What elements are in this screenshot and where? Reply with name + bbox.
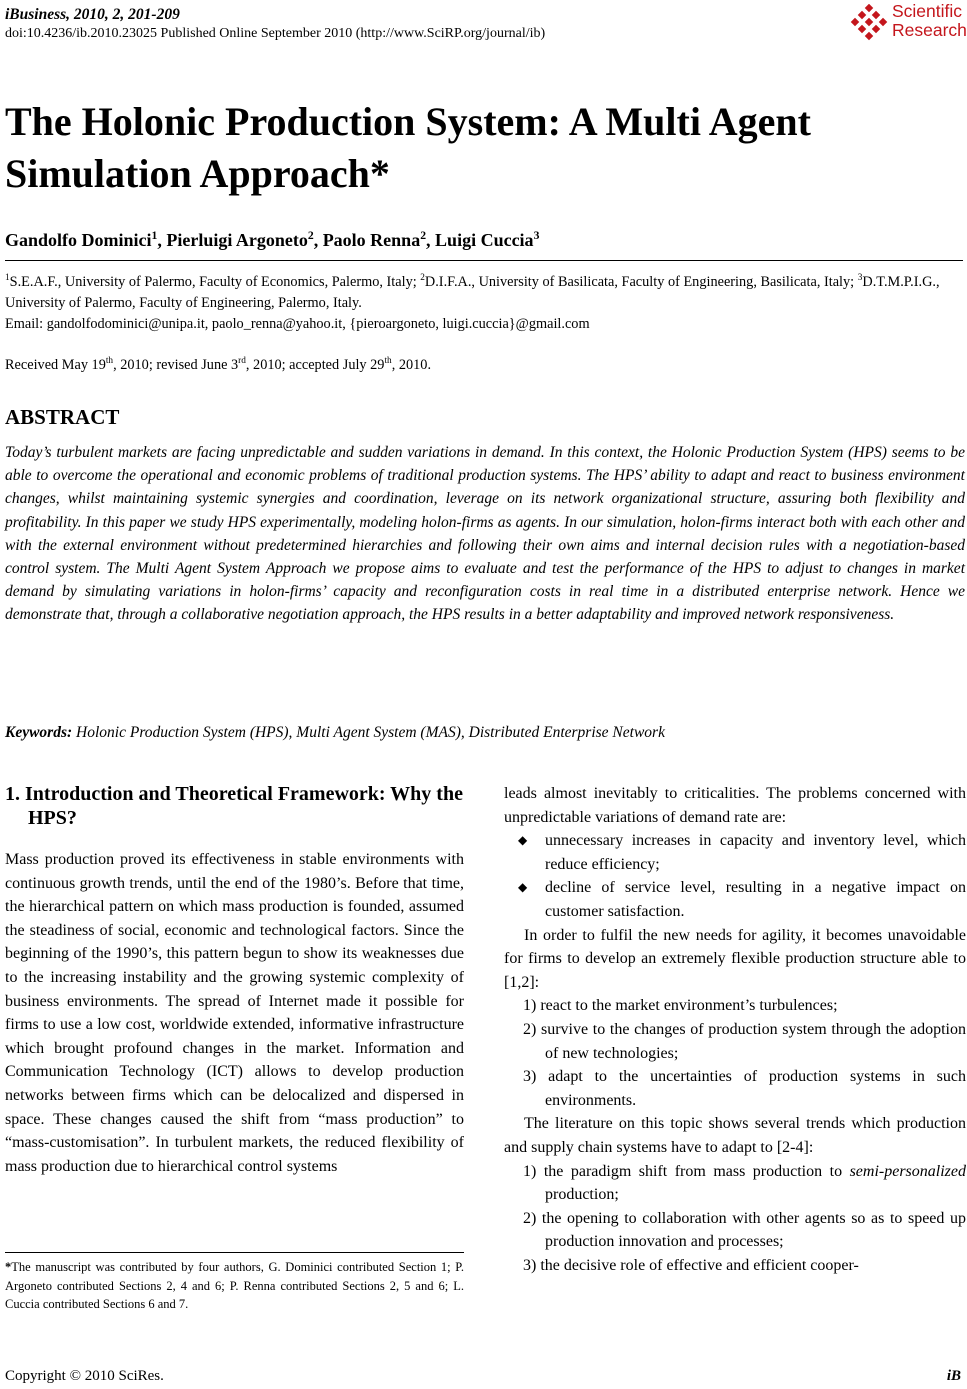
logo-line-2: Research bbox=[892, 19, 967, 40]
bullet-text: unnecessary increases in capacity and inventory level, which reduce efficiency; bbox=[545, 832, 966, 873]
body-paragraph: The literature on this topic shows several trends which production and supply chain systems have to adapt to [2-4]: bbox=[504, 1115, 966, 1156]
year-text: , 2010. bbox=[391, 357, 432, 373]
logo-line-1: Scientific bbox=[892, 1, 963, 21]
footnote bbox=[5, 1258, 464, 1314]
abstract-heading: ABSTRACT bbox=[5, 405, 120, 429]
affiliation-3: D.T.M.P.I.G., University of Palermo, Faculty of Engineering, Palermo, Italy. bbox=[5, 274, 940, 311]
numbered-item: 2) the opening to collaboration with other agents so as to speed up production innovation and processes; bbox=[523, 1209, 966, 1251]
journal-citation bbox=[5, 6, 180, 24]
publisher-logo bbox=[850, 2, 967, 42]
author-affiliation-mark: 3 bbox=[533, 229, 540, 242]
journal-volume-pages: , 2010, 2, 201-209 bbox=[66, 6, 180, 23]
affiliation-2: D.I.F.A., University of Basilicata, Faculty of Engineering, Basilicata, Italy; bbox=[424, 274, 858, 290]
bullet-item bbox=[504, 829, 966, 876]
ordinal-suffix: th bbox=[105, 356, 114, 367]
author-emails: Email: gandolfodominici@unipa.it, paolo_renna@yahoo.it, {pieroargoneto, luigi.cuccia}@gmail.com bbox=[5, 316, 590, 332]
section-heading: 1. Introduction and Theoretical Framework: Why the HPS? bbox=[5, 783, 463, 829]
keywords-label: Keywords bbox=[5, 724, 67, 741]
author-name: Luigi Cuccia bbox=[435, 230, 534, 250]
body-paragraph: Mass production proved its effectiveness in stable environments with continuous growth trends, until the end of the 1980’s. Before that time, the hierarchical pattern on which mass production is founded, assumed the steadiness of social, economic and technological factors. Since the beginning of the 1990’s, this pattern begun to show its weaknesses due to the increasing instability and the growing systemic complexity of business environments. The spread of Internet made it possible for firms to use a low cost, worldwide extended, informative infrastructure which brought profound changes in the market. Information and Communication Technology (ICT) allows to develop production networks between firms which can be delocalized and dispersed in space. These changes caused the shift from “mass production” to “mass-customisation”. In turbulent markets, the reduced flexibility of mass production due to hierarchical control systems bbox=[5, 851, 464, 1175]
abstract-body: Today’s turbulent markets are facing unpredictable and sudden variations in demand. In this context, the Holonic Production System (HPS) seems to be able to overcome the operational and economic problems of traditional production systems. The HPS’ ability to adapt and react to business environment changes, whilst maintaining systemic synergies and coordination, leverage on its network organizational structure, assuring both flexibility and profitability. In this paper we study HPS experimentally, modeling holon-firms as agents. In our simulation, holon-firms interact both with each other and with the external environment without predetermined hierarchies and following their own aims and internal decision rules with a negotiation-based control system. The Multi Agent System Approach we propose aims to evaluate and test the performance of the HPS to adjust to changes in market demand by simulating variations in holon-firms’ capacity and reconfiguration costs in real time in a distributed enterprise network. Hence we demonstrate that, through a collaborative negotiation approach, the HPS results in a better adaptability and improved network responsiveness. bbox=[5, 444, 965, 624]
author-affiliation-mark: 2 bbox=[307, 229, 314, 242]
numbered-item: 1) react to the market environment’s turbulences; bbox=[523, 997, 838, 1015]
footnote-mark: * bbox=[5, 1260, 12, 1274]
right-column bbox=[504, 782, 966, 1277]
list-emphasis: semi-personalized bbox=[849, 1162, 966, 1180]
author-name: Paolo Renna bbox=[322, 230, 421, 250]
header-divider bbox=[5, 260, 963, 261]
keywords-text: Holonic Production System (HPS), Multi Agent System (MAS), Distributed Enterprise Network bbox=[76, 724, 665, 741]
left-column bbox=[5, 782, 464, 1178]
footnote-text: The manuscript was contributed by four authors, G. Dominici contributed Section 1; P. Argoneto contributed Sections 2, 4 and 6; P. Renna contributed Sections 2, 5 and 6; L. Cuccia contributed Sections 6 and 7. bbox=[5, 1260, 464, 1311]
numbered-item: 3) the decisive role of effective and efficient cooper- bbox=[523, 1256, 859, 1274]
publisher-logo-icon bbox=[850, 4, 888, 42]
author-separator: , bbox=[313, 230, 323, 250]
diamond-bullet-icon: ◆ bbox=[518, 833, 528, 848]
body-paragraph: In order to fulfil the new needs for agility, it becomes unavoidable for firms to develop an extremely flexible production structure able to [1,2]: bbox=[504, 926, 966, 991]
accepted-text: , 2010; accepted July 29 bbox=[245, 357, 385, 373]
list-text: 1) the paradigm shift from mass production to bbox=[523, 1162, 850, 1180]
affiliation-mark: 2 bbox=[420, 273, 425, 284]
affiliation-mark: 1 bbox=[5, 273, 10, 284]
author-separator: , bbox=[157, 230, 167, 250]
affiliation-mark: 3 bbox=[857, 273, 863, 284]
publisher-logo-text bbox=[892, 2, 967, 39]
copyright-notice: Copyright © 2010 SciRes. bbox=[5, 1368, 164, 1384]
author-separator: , bbox=[426, 230, 436, 250]
affiliation-1: S.E.A.F., University of Palermo, Faculty of Economics, Palermo, Italy; bbox=[9, 274, 421, 290]
keywords-colon: : bbox=[67, 724, 77, 741]
numbered-item: 3) adapt to the uncertainties of production systems in such environments. bbox=[523, 1068, 966, 1109]
keywords-line bbox=[5, 724, 665, 742]
journal-name: iBusiness bbox=[5, 6, 67, 23]
ordinal-suffix: rd bbox=[238, 356, 246, 367]
received-text: Received May 19 bbox=[5, 357, 106, 373]
body-paragraph: leads almost inevitably to criticalities. The problems concerned with unpredictable variations of demand rate are: bbox=[504, 785, 966, 826]
author-name: Pierluigi Argoneto bbox=[166, 230, 308, 250]
author-name: Gandolfo Dominici bbox=[5, 230, 152, 250]
journal-abbreviation: iB bbox=[946, 1368, 961, 1384]
bullet-text: decline of service level, resulting in a negative impact on customer satisfaction. bbox=[545, 879, 966, 920]
ordinal-suffix: th bbox=[384, 356, 392, 367]
author-list bbox=[5, 230, 539, 251]
bullet-item bbox=[504, 876, 966, 923]
footnote-divider bbox=[5, 1252, 464, 1253]
affiliations bbox=[5, 272, 967, 335]
revised-text: , 2010; revised June 3 bbox=[113, 357, 239, 373]
numbered-item: 2) survive to the changes of production system through the adoption of new technologies; bbox=[523, 1020, 966, 1062]
author-affiliation-mark: 1 bbox=[151, 229, 158, 242]
received-dates bbox=[5, 357, 431, 374]
author-affiliation-mark: 2 bbox=[420, 229, 427, 242]
list-text: production; bbox=[545, 1186, 619, 1204]
diamond-bullet-icon: ◆ bbox=[518, 880, 528, 895]
numbered-item bbox=[504, 1160, 966, 1207]
doi-line: doi:10.4236/ib.2010.23025 Published Online September 2010 (http://www.SciRP.org/journal/ib) bbox=[5, 26, 546, 41]
paper-title: The Holonic Production System: A Multi Agent Simulation Approach* bbox=[5, 99, 811, 196]
